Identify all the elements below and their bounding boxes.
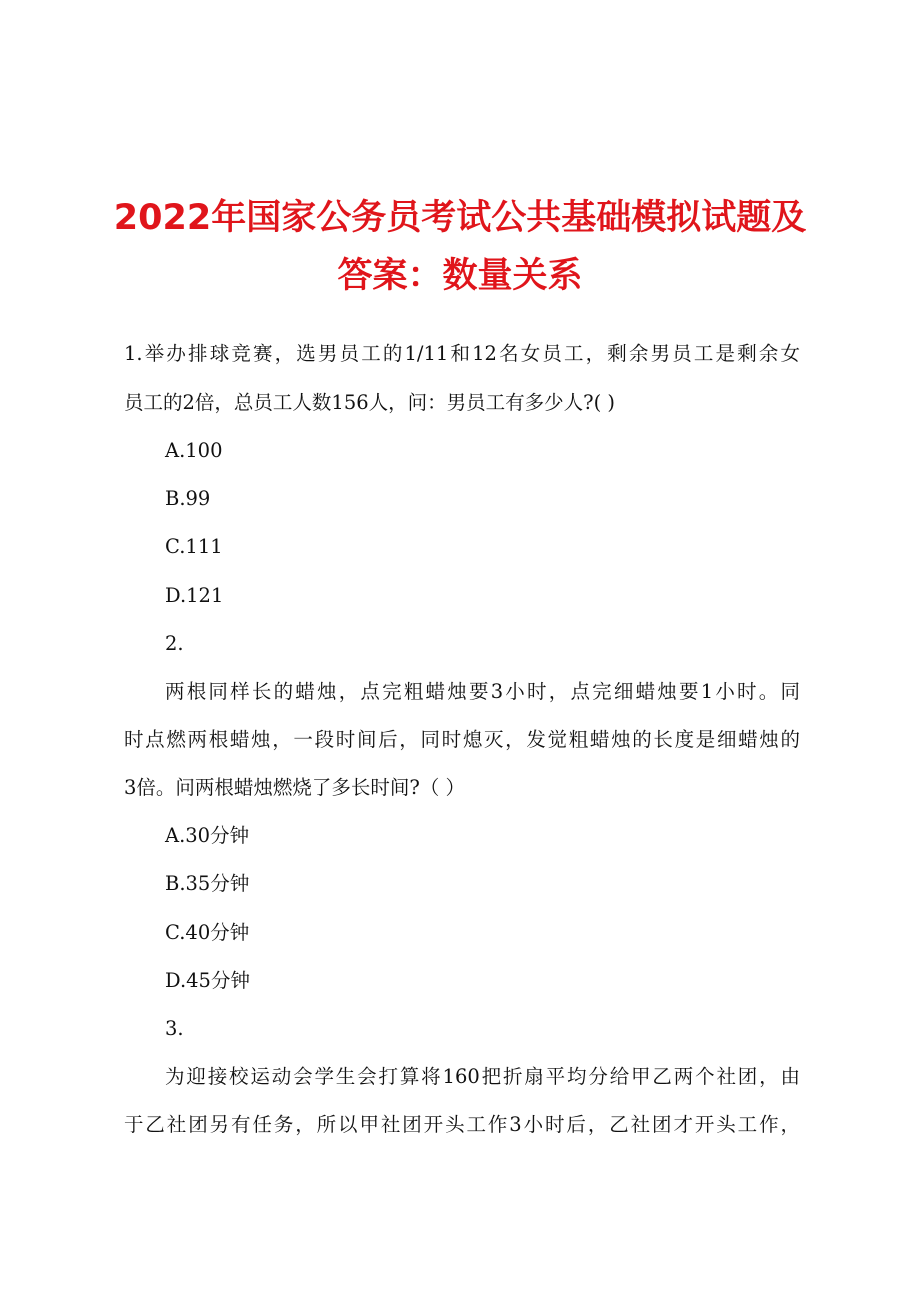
question-1-line-2: 员工的2倍，总员工人数156人，问：男员工有多少人?( ) [124,391,615,414]
question-2-option-a: A.30分钟 [165,824,250,847]
question-3-number: 3. [165,1017,184,1040]
question-2-line-2: 时点燃两根蜡烛，一段时间后，同时熄灭，发觉粗蜡烛的长度是细蜡烛的 [124,728,800,751]
question-2-number: 2. [165,632,184,655]
question-2-line-3: 3倍。问两根蜡烛燃烧了多长时间?（ ） [124,776,466,799]
document-title-line-1: 2022年国家公务员考试公共基础模拟试题及 [113,198,807,238]
question-2-option-c: C.40分钟 [165,921,250,944]
question-2-option-d: D.45分钟 [165,969,250,992]
question-3-line-2: 于乙社团另有任务，所以甲社团开头工作3小时后，乙社团才开头工作， [124,1113,800,1136]
question-1-option-a: A.100 [165,439,223,462]
document-title-line-2: 答案：数量关系 [337,256,583,296]
question-2-option-b: B.35分钟 [165,872,250,895]
question-3-line-1: 为迎接校运动会学生会打算将160把折扇平均分给甲乙两个社团，由 [165,1065,800,1088]
question-1-line-1: 1.举办排球竞赛，选男员工的1/11和12名女员工，剩余男员工是剩余女 [124,342,800,365]
question-1-option-b: B.99 [165,487,211,510]
question-1-option-d: D.121 [165,584,224,607]
question-2-line-1: 两根同样长的蜡烛，点完粗蜡烛要3小时，点完细蜡烛要1小时。同 [165,680,800,703]
question-1-option-c: C.111 [165,535,223,558]
